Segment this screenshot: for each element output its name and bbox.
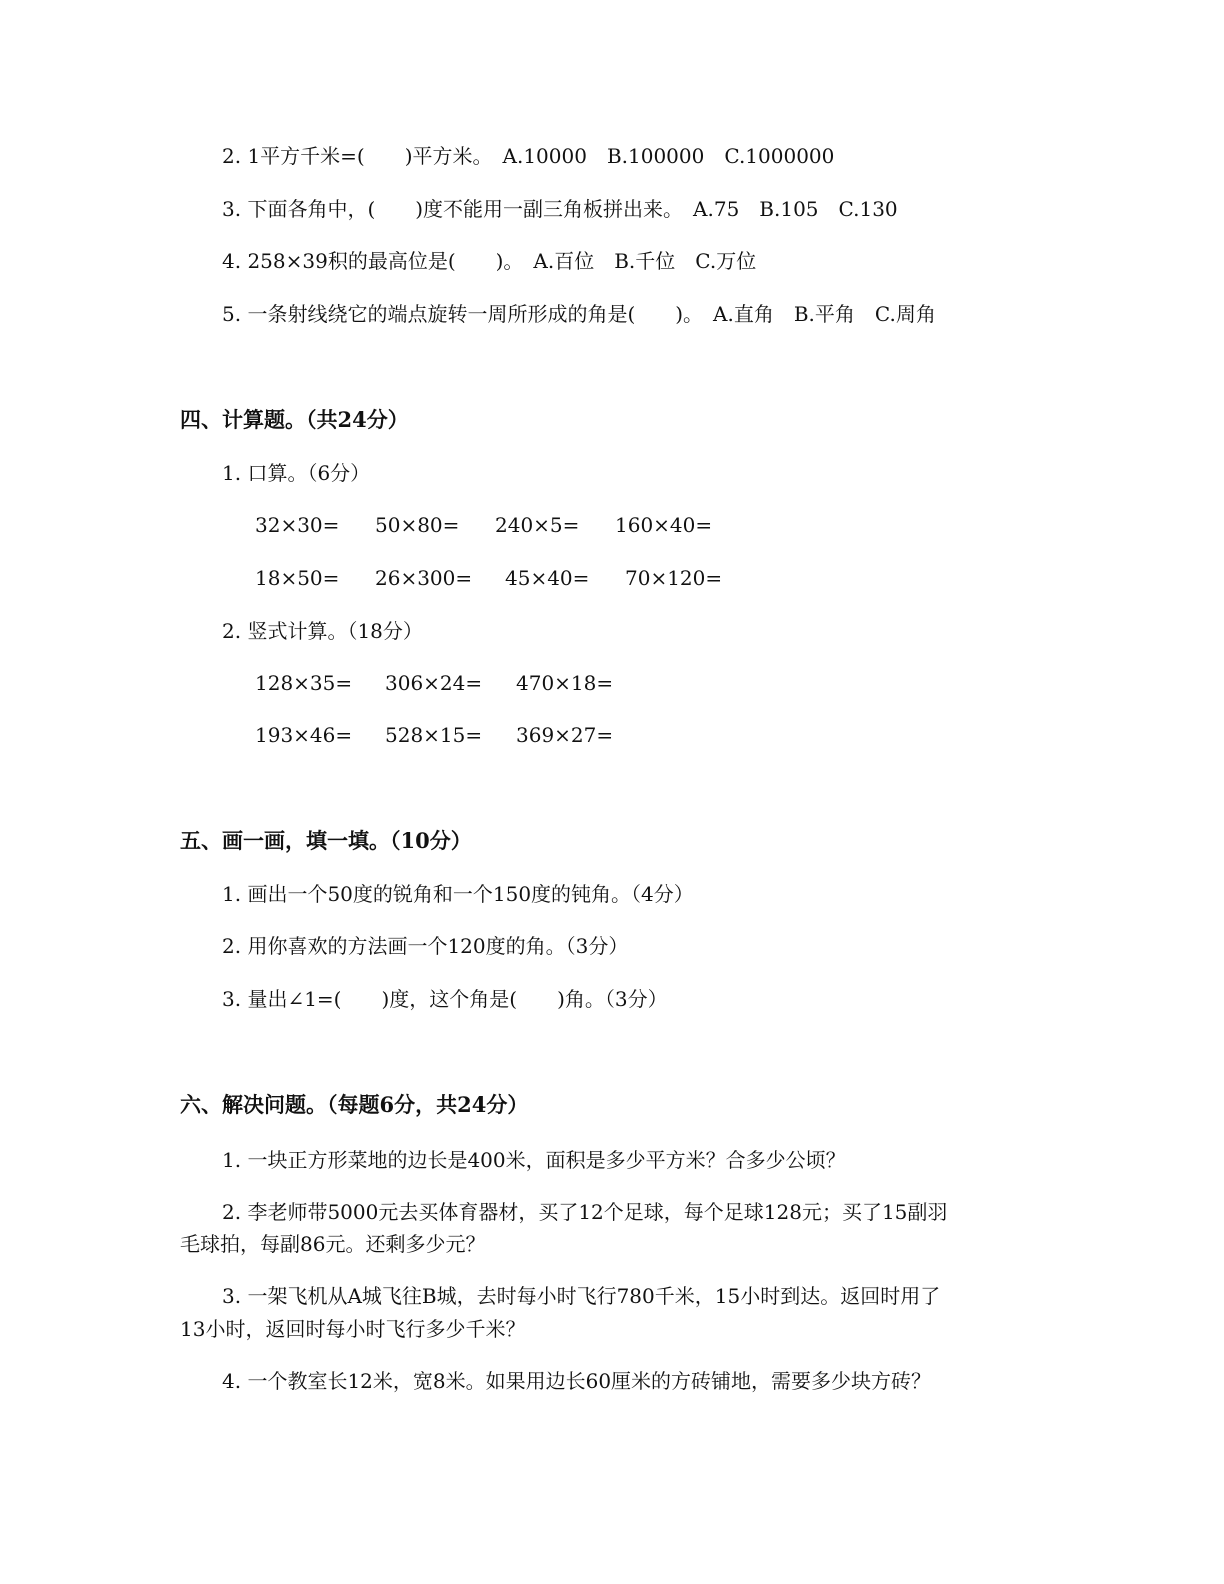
section-6-title: 六、解决问题。（每题6分，共24分） xyxy=(180,1092,529,1117)
word-problem-3-continued: 13小时，返回时每小时飞行多少千米？ xyxy=(180,1317,526,1341)
section-5-title: 五、画一画，填一填。（10分） xyxy=(180,828,472,853)
mental-math-item: 50×80= xyxy=(375,513,460,537)
choice-question-2: 2. 1平方千米=( )平方米。 A.10000 B.100000 C.1000000 xyxy=(222,144,835,168)
mental-math-item: 26×300= xyxy=(375,566,473,590)
mental-math-item: 45×40= xyxy=(505,566,590,590)
mental-math-row-2 xyxy=(255,564,955,592)
mental-math-item: 160×40= xyxy=(615,513,713,537)
mental-math-item: 18×50= xyxy=(255,566,340,590)
choice-question-5: 5. 一条射线绕它的端点旋转一周所形成的角是( )。 A.直角 B.平角 C.周角 xyxy=(222,302,936,326)
vertical-calc-item: 193×46= xyxy=(255,723,353,747)
drawing-question-1: 1. 画出一个50度的锐角和一个150度的钝角。（4分） xyxy=(222,882,694,906)
choice-question-4: 4. 258×39积的最高位是( )。 A.百位 B.千位 C.万位 xyxy=(222,249,757,273)
word-problem-4: 4. 一个教室长12米，宽8米。如果用边长60厘米的方砖铺地，需要多少块方砖？ xyxy=(222,1369,932,1393)
drawing-question-3: 3. 量出∠1=( )度，这个角是( )角。（3分） xyxy=(222,987,668,1011)
vertical-calc-item: 369×27= xyxy=(516,723,614,747)
mental-math-row-1 xyxy=(255,511,955,539)
vertical-calc-item: 470×18= xyxy=(516,671,614,695)
word-problem-3: 3. 一架飞机从A城飞往B城，去时每小时飞行780千米，15小时到达。返回时用了 xyxy=(222,1284,941,1308)
mental-math-item: 240×5= xyxy=(495,513,580,537)
word-problem-2-continued: 毛球拍，每副86元。还剩多少元？ xyxy=(180,1232,486,1256)
drawing-question-2: 2. 用你喜欢的方法画一个120度的角。（3分） xyxy=(222,934,629,958)
vertical-calc-row-1 xyxy=(255,669,855,697)
choice-question-3: 3. 下面各角中，( )度不能用一副三角板拼出来。 A.75 B.105 C.130 xyxy=(222,197,898,221)
mental-math-item: 32×30= xyxy=(255,513,340,537)
word-problem-1: 1. 一块正方形菜地的边长是400米，面积是多少平方米？合多少公顷？ xyxy=(222,1148,846,1172)
mental-math-title: 1. 口算。（6分） xyxy=(222,461,371,485)
vertical-calc-item: 528×15= xyxy=(385,723,483,747)
word-problem-2: 2. 李老师带5000元去买体育器材，买了12个足球，每个足球128元；买了15副羽 xyxy=(222,1200,948,1224)
section-4-title: 四、计算题。（共24分） xyxy=(180,407,409,432)
vertical-calc-item: 306×24= xyxy=(385,671,483,695)
vertical-calc-title: 2. 竖式计算。（18分） xyxy=(222,619,423,643)
vertical-calc-row-2 xyxy=(255,721,855,749)
mental-math-item: 70×120= xyxy=(625,566,723,590)
vertical-calc-item: 128×35= xyxy=(255,671,353,695)
